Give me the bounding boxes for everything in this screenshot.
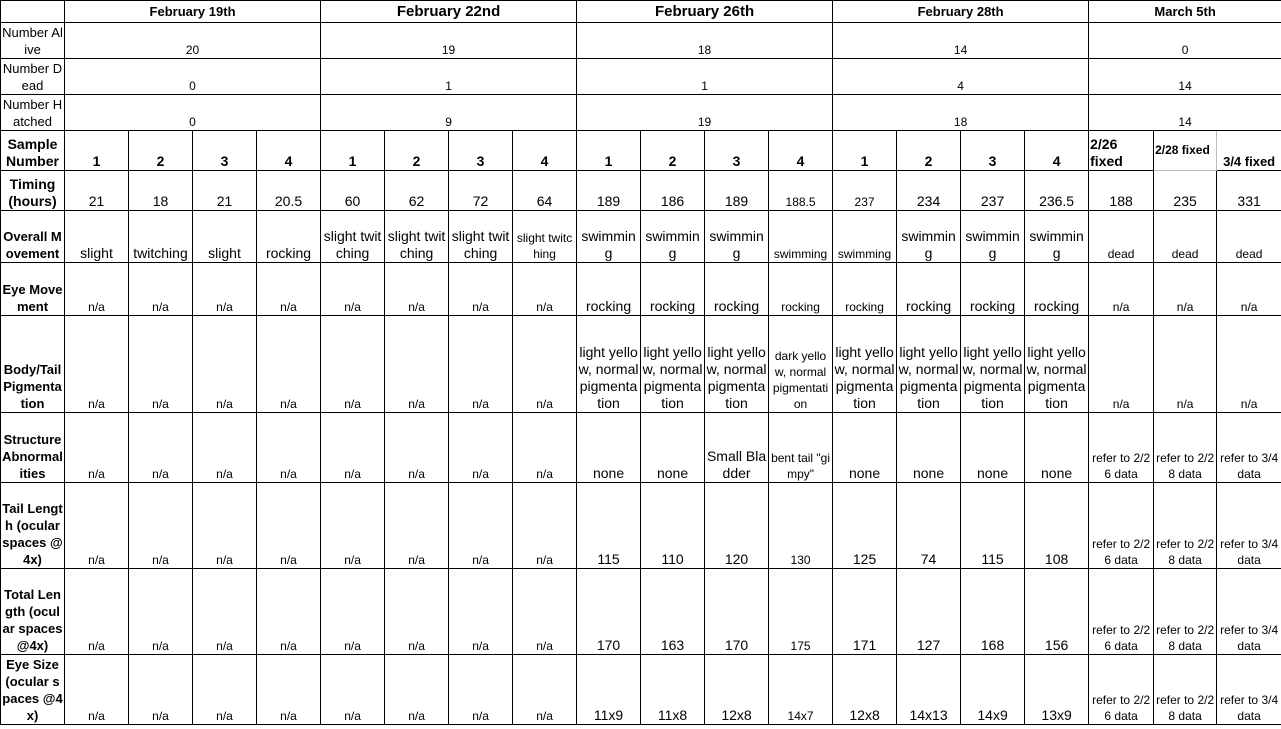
- cell: bent tail "gimpy": [769, 413, 833, 483]
- cell: 175: [769, 569, 833, 655]
- detail-row: [1, 483, 1281, 569]
- row-label: Body/Tail Pigmentation: [1, 316, 65, 413]
- cell: n/a: [385, 483, 449, 569]
- cell: n/a: [449, 263, 513, 316]
- cell: 20: [65, 23, 321, 59]
- cell: 14x7: [769, 655, 833, 725]
- cell: 110: [641, 483, 705, 569]
- row-label: Eye Movement: [1, 263, 65, 316]
- cell: 14: [833, 23, 1089, 59]
- cell: n/a: [449, 655, 513, 725]
- row-label: Number Hatched: [1, 95, 65, 131]
- cell: 18: [577, 23, 833, 59]
- cell: 4: [257, 131, 321, 171]
- cell: n/a: [257, 413, 321, 483]
- summary-row: [1, 23, 1281, 59]
- cell: none: [961, 413, 1025, 483]
- row-label: Tail Length (ocular spaces @4x): [1, 483, 65, 569]
- date-header: March 5th: [1089, 1, 1281, 23]
- cell: n/a: [1089, 316, 1154, 413]
- cell: none: [1025, 413, 1089, 483]
- cell: rocking: [705, 263, 769, 316]
- cell: 170: [577, 569, 641, 655]
- cell: 189: [705, 171, 769, 211]
- cell: 1: [321, 131, 385, 171]
- cell: 4: [513, 131, 577, 171]
- cell: 64: [513, 171, 577, 211]
- cell: twitching: [129, 211, 193, 263]
- cell: 130: [769, 483, 833, 569]
- cell: rocking: [1025, 263, 1089, 316]
- cell: 170: [705, 569, 769, 655]
- cell: 0: [1089, 23, 1281, 59]
- cell: 168: [961, 569, 1025, 655]
- cell: rocking: [961, 263, 1025, 316]
- cell: rocking: [577, 263, 641, 316]
- cell: 9: [321, 95, 577, 131]
- cell: 4: [769, 131, 833, 171]
- cell: refer to 2/28 data: [1154, 483, 1217, 569]
- cell: 74: [897, 483, 961, 569]
- cell: 62: [385, 171, 449, 211]
- cell: rocking: [897, 263, 961, 316]
- cell: 3/4 fixed: [1217, 131, 1281, 171]
- cell: 2: [641, 131, 705, 171]
- cell: 18: [833, 95, 1089, 131]
- cell: 115: [961, 483, 1025, 569]
- cell: refer to 2/26 data: [1089, 655, 1154, 725]
- cell: 331: [1217, 171, 1281, 211]
- cell: 163: [641, 569, 705, 655]
- cell: n/a: [321, 316, 385, 413]
- date-header: February 28th: [833, 1, 1089, 23]
- cell: 156: [1025, 569, 1089, 655]
- cell: 14: [1089, 95, 1281, 131]
- summary-row: [1, 59, 1281, 95]
- cell: 4: [1025, 131, 1089, 171]
- cell: 2/28 fixed: [1154, 131, 1217, 171]
- cell: n/a: [321, 569, 385, 655]
- cell: 189: [577, 171, 641, 211]
- cell: n/a: [193, 655, 257, 725]
- cell: n/a: [321, 413, 385, 483]
- detail-row: [1, 211, 1281, 263]
- cell: n/a: [129, 655, 193, 725]
- cell: slight twitching: [513, 211, 577, 263]
- cell: refer to 3/4 data: [1217, 483, 1281, 569]
- cell: n/a: [513, 413, 577, 483]
- cell: none: [641, 413, 705, 483]
- cell: slight twitching: [449, 211, 513, 263]
- cell: n/a: [65, 316, 129, 413]
- cell: 14x13: [897, 655, 961, 725]
- cell: rocking: [833, 263, 897, 316]
- cell: n/a: [513, 263, 577, 316]
- cell: rocking: [769, 263, 833, 316]
- cell: 1: [833, 131, 897, 171]
- cell: dead: [1217, 211, 1281, 263]
- cell: swimming: [897, 211, 961, 263]
- cell: 115: [577, 483, 641, 569]
- cell: n/a: [321, 483, 385, 569]
- cell: 2: [897, 131, 961, 171]
- cell: 21: [65, 171, 129, 211]
- cell: 3: [705, 131, 769, 171]
- cell: 21: [193, 171, 257, 211]
- cell: slight: [65, 211, 129, 263]
- cell: 4: [833, 59, 1089, 95]
- cell: 14: [1089, 59, 1281, 95]
- cell: refer to 2/28 data: [1154, 413, 1217, 483]
- cell: swimming: [641, 211, 705, 263]
- cell: n/a: [193, 483, 257, 569]
- cell: slight twitching: [321, 211, 385, 263]
- cell: 2: [385, 131, 449, 171]
- cell: 3: [193, 131, 257, 171]
- cell: dead: [1089, 211, 1154, 263]
- date-header: February 22nd: [321, 1, 577, 23]
- cell: light yellow, normal pigmentation: [833, 316, 897, 413]
- cell: 188.5: [769, 171, 833, 211]
- row-label: Sample Number: [1, 131, 65, 171]
- cell: refer to 2/28 data: [1154, 655, 1217, 725]
- cell: n/a: [449, 413, 513, 483]
- cell: 127: [897, 569, 961, 655]
- cell: 237: [961, 171, 1025, 211]
- cell: swimming: [833, 211, 897, 263]
- cell: refer to 2/28 data: [1154, 569, 1217, 655]
- cell: dark yellow, normal pigmentation: [769, 316, 833, 413]
- cell: refer to 3/4 data: [1217, 569, 1281, 655]
- cell: rocking: [257, 211, 321, 263]
- cell: 186: [641, 171, 705, 211]
- cell: 2/26 fixed: [1089, 131, 1154, 171]
- cell: 12x8: [705, 655, 769, 725]
- cell: 3: [449, 131, 513, 171]
- cell: 12x8: [833, 655, 897, 725]
- cell: 19: [321, 23, 577, 59]
- cell: Small Bladder: [705, 413, 769, 483]
- cell: n/a: [449, 483, 513, 569]
- detail-row: [1, 413, 1281, 483]
- corner-cell: [1, 1, 65, 23]
- cell: none: [577, 413, 641, 483]
- cell: 60: [321, 171, 385, 211]
- cell: n/a: [193, 263, 257, 316]
- cell: swimming: [961, 211, 1025, 263]
- cell: n/a: [65, 569, 129, 655]
- cell: 125: [833, 483, 897, 569]
- row-label: Structure Abnormalities: [1, 413, 65, 483]
- cell: n/a: [1154, 316, 1217, 413]
- sample-number-row: [1, 131, 1281, 171]
- row-label: Overall Movement: [1, 211, 65, 263]
- cell: n/a: [1217, 263, 1281, 316]
- cell: n/a: [65, 483, 129, 569]
- cell: n/a: [257, 655, 321, 725]
- cell: 14x9: [961, 655, 1025, 725]
- cell: n/a: [385, 569, 449, 655]
- cell: n/a: [513, 569, 577, 655]
- cell: n/a: [65, 263, 129, 316]
- cell: 236.5: [1025, 171, 1089, 211]
- cell: n/a: [193, 569, 257, 655]
- cell: 0: [65, 95, 321, 131]
- cell: 1: [321, 59, 577, 95]
- row-label: Timing (hours): [1, 171, 65, 211]
- cell: slight: [193, 211, 257, 263]
- cell: refer to 3/4 data: [1217, 413, 1281, 483]
- cell: 11x8: [641, 655, 705, 725]
- cell: 237: [833, 171, 897, 211]
- cell: n/a: [129, 569, 193, 655]
- cell: n/a: [1089, 263, 1154, 316]
- cell: light yellow, normal pigmentation: [897, 316, 961, 413]
- cell: n/a: [449, 569, 513, 655]
- cell: n/a: [385, 655, 449, 725]
- cell: n/a: [513, 316, 577, 413]
- cell: n/a: [257, 316, 321, 413]
- cell: n/a: [321, 263, 385, 316]
- cell: n/a: [129, 263, 193, 316]
- cell: 188: [1089, 171, 1154, 211]
- cell: 1: [577, 131, 641, 171]
- detail-row: [1, 263, 1281, 316]
- cell: swimming: [577, 211, 641, 263]
- cell: n/a: [385, 413, 449, 483]
- cell: 234: [897, 171, 961, 211]
- cell: n/a: [1154, 263, 1217, 316]
- cell: none: [897, 413, 961, 483]
- cell: swimming: [1025, 211, 1089, 263]
- cell: n/a: [65, 655, 129, 725]
- cell: dead: [1154, 211, 1217, 263]
- cell: n/a: [257, 483, 321, 569]
- cell: n/a: [1217, 316, 1281, 413]
- row-label: Number Alive: [1, 23, 65, 59]
- cell: n/a: [193, 316, 257, 413]
- cell: n/a: [193, 413, 257, 483]
- cell: n/a: [129, 316, 193, 413]
- cell: refer to 2/26 data: [1089, 569, 1154, 655]
- cell: light yellow, normal pigmentation: [641, 316, 705, 413]
- cell: n/a: [129, 413, 193, 483]
- cell: rocking: [641, 263, 705, 316]
- detail-row: [1, 171, 1281, 211]
- cell: 235: [1154, 171, 1217, 211]
- cell: light yellow, normal pigmentation: [577, 316, 641, 413]
- cell: light yellow, normal pigmentation: [961, 316, 1025, 413]
- cell: swimming: [769, 211, 833, 263]
- cell: 1: [577, 59, 833, 95]
- cell: n/a: [257, 263, 321, 316]
- cell: 108: [1025, 483, 1089, 569]
- cell: n/a: [513, 655, 577, 725]
- date-header: February 26th: [577, 1, 833, 23]
- detail-row: [1, 655, 1281, 725]
- date-header-row: [1, 1, 1281, 23]
- cell: n/a: [257, 569, 321, 655]
- row-label: Total Length (ocular spaces @4x): [1, 569, 65, 655]
- cell: n/a: [321, 655, 385, 725]
- cell: 1: [65, 131, 129, 171]
- cell: 72: [449, 171, 513, 211]
- cell: refer to 2/26 data: [1089, 483, 1154, 569]
- cell: n/a: [65, 413, 129, 483]
- row-label: Number Dead: [1, 59, 65, 95]
- cell: 19: [577, 95, 833, 131]
- cell: 11x9: [577, 655, 641, 725]
- cell: n/a: [385, 263, 449, 316]
- cell: n/a: [385, 316, 449, 413]
- row-label: Eye Size (ocular spaces @4x): [1, 655, 65, 725]
- cell: 3: [961, 131, 1025, 171]
- cell: n/a: [129, 483, 193, 569]
- cell: 18: [129, 171, 193, 211]
- cell: slight twitching: [385, 211, 449, 263]
- cell: 120: [705, 483, 769, 569]
- cell: light yellow, normal pigmentation: [1025, 316, 1089, 413]
- cell: n/a: [449, 316, 513, 413]
- cell: n/a: [513, 483, 577, 569]
- cell: 0: [65, 59, 321, 95]
- summary-row: [1, 95, 1281, 131]
- cell: light yellow, normal pigmentation: [705, 316, 769, 413]
- cell: 20.5: [257, 171, 321, 211]
- cell: swimming: [705, 211, 769, 263]
- detail-row: [1, 316, 1281, 413]
- cell: refer to 3/4 data: [1217, 655, 1281, 725]
- cell: 13x9: [1025, 655, 1089, 725]
- detail-row: [1, 569, 1281, 655]
- date-header: February 19th: [65, 1, 321, 23]
- cell: 2: [129, 131, 193, 171]
- cell: 171: [833, 569, 897, 655]
- cell: none: [833, 413, 897, 483]
- cell: refer to 2/26 data: [1089, 413, 1154, 483]
